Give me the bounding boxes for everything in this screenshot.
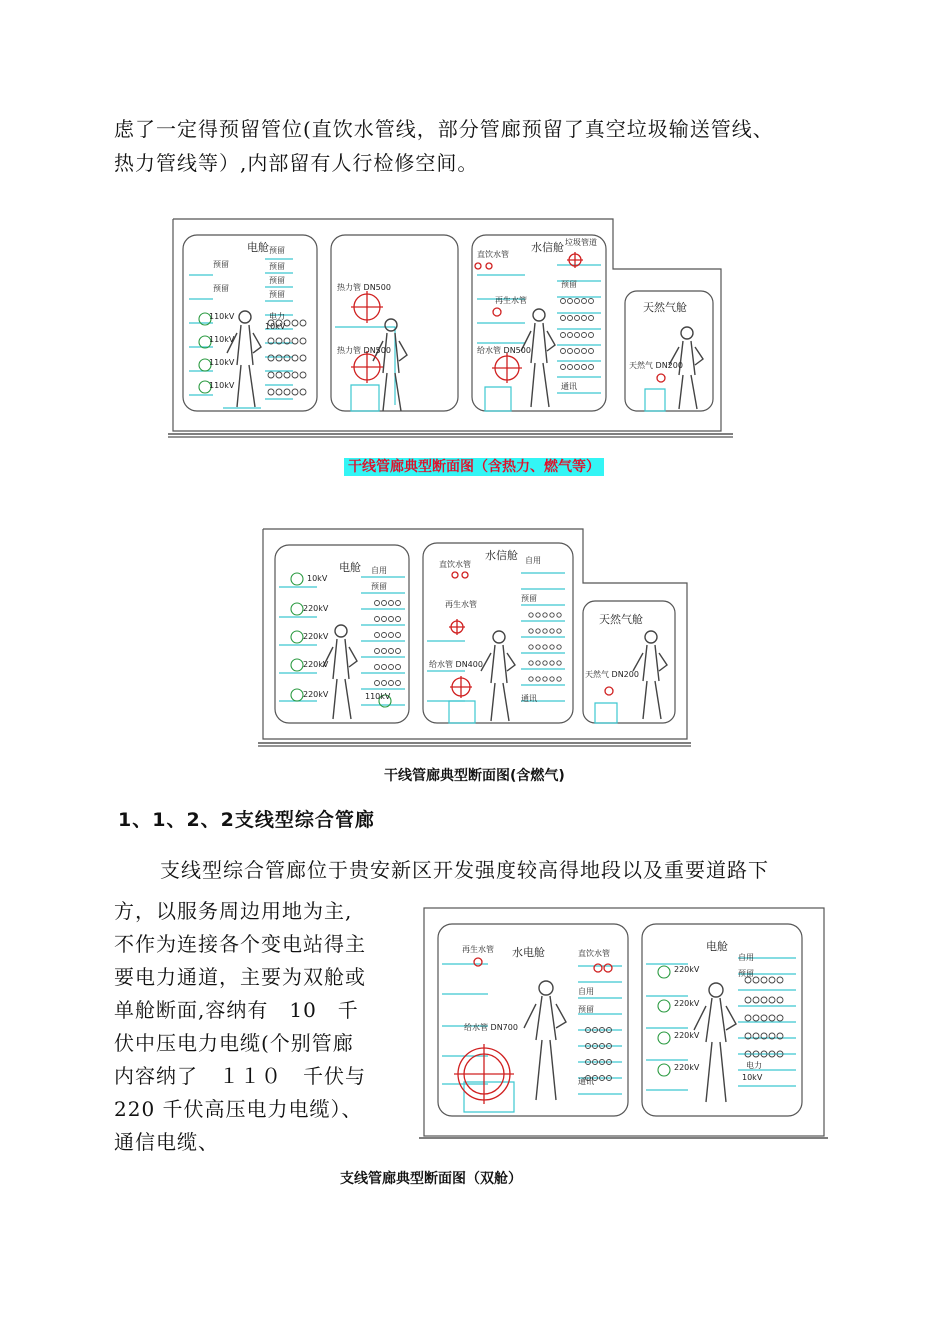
fig1-zaisheng: 再生水管 bbox=[495, 296, 527, 305]
fig3-dianli: 电力 bbox=[746, 1061, 762, 1070]
fig2-shui-xin-cang: 水信舱 bbox=[485, 549, 518, 562]
wrap-line: 伏中压电力电缆(个别管廊 bbox=[114, 1031, 354, 1055]
figure2-cross-section bbox=[255, 525, 695, 750]
wrap-line: 通信电缆、 bbox=[114, 1130, 219, 1154]
fig3-yuliu-2: 预留 bbox=[738, 969, 754, 978]
wrap-line: 单舱断面,容纳有 10 千 bbox=[114, 998, 359, 1022]
intro-line-2: 热力管线等）,内部留有人行检修空间。 bbox=[114, 151, 479, 175]
fig2-yuliu-1: 预留 bbox=[371, 582, 387, 591]
fig1-dian-cang: 电舱 bbox=[247, 241, 269, 254]
fig2-ziyong: 自用 bbox=[371, 566, 387, 575]
fig1-jishui: 给水管 DN500 bbox=[477, 346, 531, 355]
wrap-line: 要电力通道，主要为双舱或 bbox=[114, 965, 366, 989]
fig3-zaisheng: 再生水管 bbox=[462, 945, 494, 954]
fig1-shui-xin-cang: 水信舱 bbox=[531, 241, 564, 254]
fig2-110kv: 110kV bbox=[365, 692, 391, 701]
section-paragraph-first-line: 支线型综合管廊位于贵安新区开发强度较高得地段以及重要道路下 bbox=[160, 858, 769, 882]
fig1-yuliu-1: 预留 bbox=[269, 246, 285, 255]
fig1-yuliu-4: 预留 bbox=[269, 290, 285, 299]
figure3-cross-section bbox=[418, 904, 832, 1144]
fig2-tianranqi-cang: 天然气舱 bbox=[599, 613, 643, 626]
fig1-tianranqi-dn200: 天然气 DN200 bbox=[629, 361, 683, 370]
fig1-yuliu-7: 预留 bbox=[561, 280, 577, 289]
wrap-line: 220 千伏高压电力电缆）、 bbox=[114, 1097, 363, 1121]
section-paragraph-wrapped bbox=[114, 896, 366, 1160]
fig3-220kv-3: 220kV bbox=[674, 1031, 700, 1040]
fig3-dian-cang: 电舱 bbox=[706, 940, 728, 953]
fig1-zhiyin: 直饮水管 bbox=[477, 250, 509, 259]
intro-paragraph bbox=[114, 112, 774, 180]
figure2-caption: 干线管廊典型断面图(含燃气) bbox=[384, 768, 565, 784]
fig1-yuliu-3: 预留 bbox=[269, 276, 285, 285]
wrap-line: 不作为连接各个变电站得主 bbox=[114, 932, 366, 956]
fig2-tianranqi-dn200: 天然气 DN200 bbox=[585, 670, 639, 679]
fig1-110kv-1: 110kV bbox=[209, 312, 235, 321]
fig1-reli-1: 热力管 DN500 bbox=[337, 283, 391, 292]
fig1-110kv-4: 110kV bbox=[209, 381, 235, 390]
fig3-ziyong-2: 自用 bbox=[738, 953, 754, 962]
fig1-yuliu-5: 预留 bbox=[213, 260, 229, 269]
intro-line-1: 虑了一定得预留管位(直饮水管线，部分管廊预留了真空垃圾输送管线、 bbox=[114, 117, 774, 141]
fig3-shui-dian-cang: 水电舱 bbox=[512, 946, 545, 959]
fig3-jishui: 给水管 DN700 bbox=[464, 1023, 518, 1032]
fig2-tongxun: 通讯 bbox=[521, 694, 537, 703]
fig2-zaisheng: 再生水管 bbox=[445, 600, 477, 609]
fig2-ziyong: 自用 bbox=[525, 556, 541, 565]
fig2-10kv: 10kV bbox=[307, 574, 328, 583]
wrap-line: 内容纳了 １１０ 千伏与 bbox=[114, 1064, 366, 1088]
fig3-220kv-4: 220kV bbox=[674, 1063, 700, 1072]
wrap-line: 方，以服务周边用地为主, bbox=[114, 899, 353, 923]
fig3-220kv-1: 220kV bbox=[674, 965, 700, 974]
fig1-tianranqi-cang: 天然气舱 bbox=[643, 301, 687, 314]
fig3-tongxun: 通讯 bbox=[578, 1077, 594, 1086]
fig2-220kv-3: 220kV bbox=[303, 660, 329, 669]
fig1-yuliu-2: 预留 bbox=[269, 262, 285, 271]
fig1-yuliu-6: 预留 bbox=[213, 284, 229, 293]
fig1-110kv-3: 110kV bbox=[209, 358, 235, 367]
fig2-jishui: 给水管 DN400 bbox=[429, 660, 483, 669]
figure1-cross-section bbox=[165, 215, 740, 440]
figure3-caption: 支线管廊典型断面图（双舱） bbox=[340, 1171, 522, 1187]
fig1-tongxun: 通讯 bbox=[561, 382, 577, 391]
fig1-laji: 垃圾管道 bbox=[565, 238, 597, 247]
fig1-dianli: 电力 bbox=[269, 312, 285, 321]
fig1-reli-2: 热力管 DN500 bbox=[337, 346, 391, 355]
fig2-220kv-1: 220kV bbox=[303, 604, 329, 613]
figure1-caption bbox=[344, 456, 604, 476]
fig3-220kv-2: 220kV bbox=[674, 999, 700, 1008]
section-heading: 1、1、2、2支线型综合管廊 bbox=[118, 809, 375, 831]
fig1-10kv: 10kV bbox=[265, 322, 286, 331]
figure1-caption-text: 干线管廊典型断面图（含热力、燃气等） bbox=[344, 458, 604, 476]
fig2-220kv-2: 220kV bbox=[303, 632, 329, 641]
fig2-220kv-4: 220kV bbox=[303, 690, 329, 699]
fig2-yuliu-2: 预留 bbox=[521, 594, 537, 603]
fig2-zhiyin: 直饮水管 bbox=[439, 560, 471, 569]
fig2-dian-cang: 电舱 bbox=[339, 561, 361, 574]
fig1-110kv-2: 110kV bbox=[209, 335, 235, 344]
fig3-zhiyin: 直饮水管 bbox=[578, 949, 610, 958]
fig3-ziyong: 自用 bbox=[578, 987, 594, 996]
fig3-yuliu-1: 预留 bbox=[578, 1005, 594, 1014]
fig3-10kv: 10kV bbox=[742, 1073, 763, 1082]
